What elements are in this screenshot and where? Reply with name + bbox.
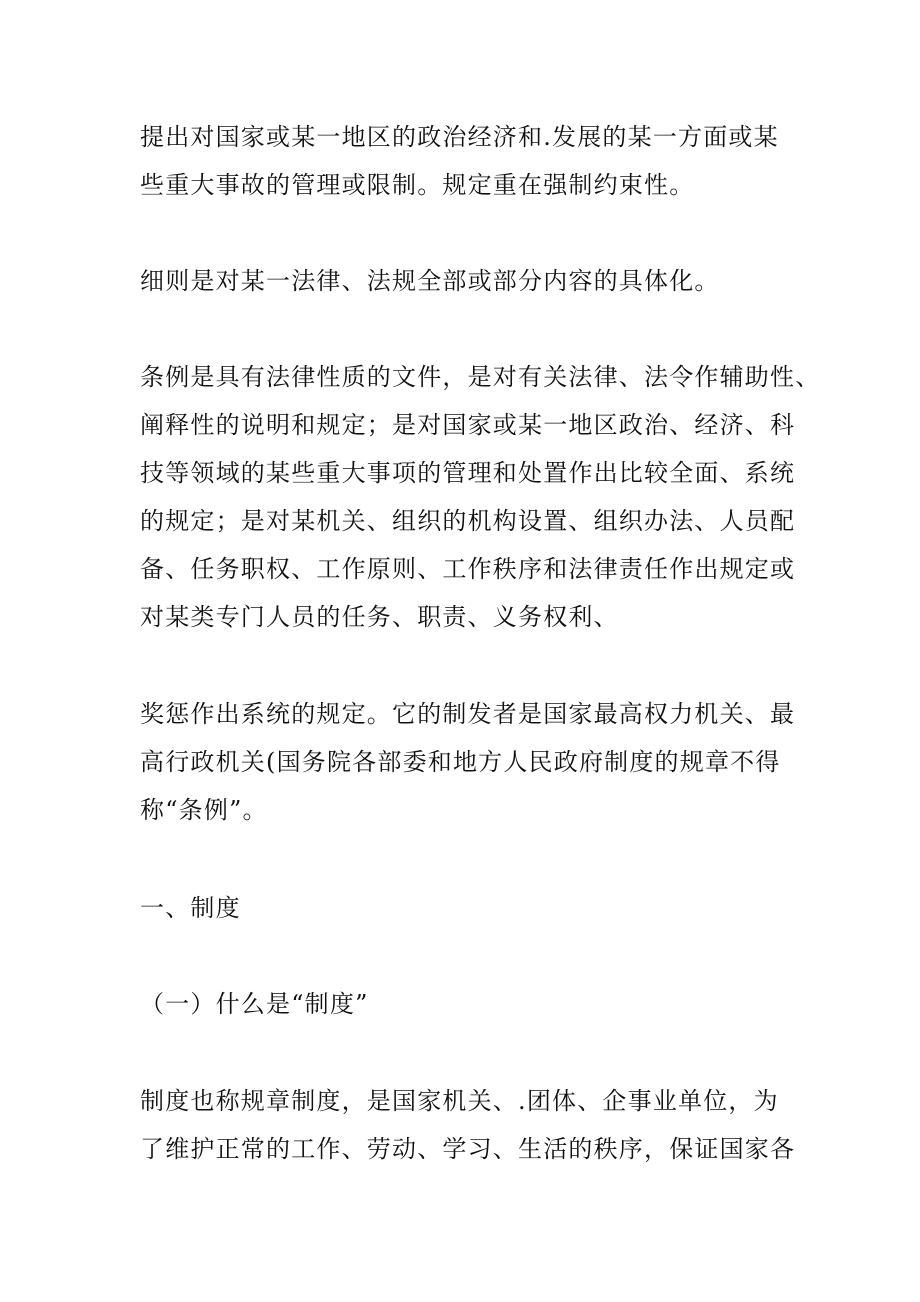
text-line: 称“条例”。 [140, 796, 268, 824]
text-line: 提出对国家或某一地区的政治经济和.发展的某一方面或某 [140, 123, 779, 151]
text-line: 细则是对某一法律、法规全部或部分内容的具体化。 [140, 267, 720, 295]
text-line: 备、任务职权、工作原则、工作秩序和法律责任作出规定或 [140, 555, 796, 583]
text-line: 技等领域的某些重大事项的管理和处置作出比较全面、系统 [140, 459, 796, 487]
text-line: 的规定；是对某机关、组织的机构设置、组织办法、人员配 [140, 507, 796, 535]
text-line: 条例是具有法律性质的文件，是对有关法律、法令作辅助性、 [140, 363, 821, 391]
text-line: 制度也称规章制度，是国家机关、.团体、企事业单位，为 [140, 1087, 779, 1115]
text-line: 了维护正常的工作、劳动、学习、生活的秩序，保证国家各 [140, 1135, 796, 1163]
text-line: 奖惩作出系统的规定。它的制发者是国家最高权力机关、最 [140, 700, 796, 728]
text-line: 阐释性的说明和规定；是对国家或某一地区政治、经济、科 [140, 411, 796, 439]
paragraph [140, 1077, 796, 1173]
paragraph [140, 257, 788, 305]
text-line: 一、制度 [140, 894, 241, 922]
paragraph [140, 353, 821, 641]
subsection-heading [140, 980, 788, 1028]
text-line: 高行政机关(国务院各部委和地方人民政府制度的规章不得 [140, 748, 781, 776]
text-line: （一）什么是“制度” [140, 990, 369, 1018]
section-heading [140, 884, 788, 932]
text-line: 对某类专门人员的任务、职责、义务权利、 [140, 603, 619, 631]
paragraph [140, 690, 796, 834]
paragraph [140, 113, 788, 209]
text-line: 些重大事故的管理或限制。规定重在强制约束性。 [140, 171, 695, 199]
